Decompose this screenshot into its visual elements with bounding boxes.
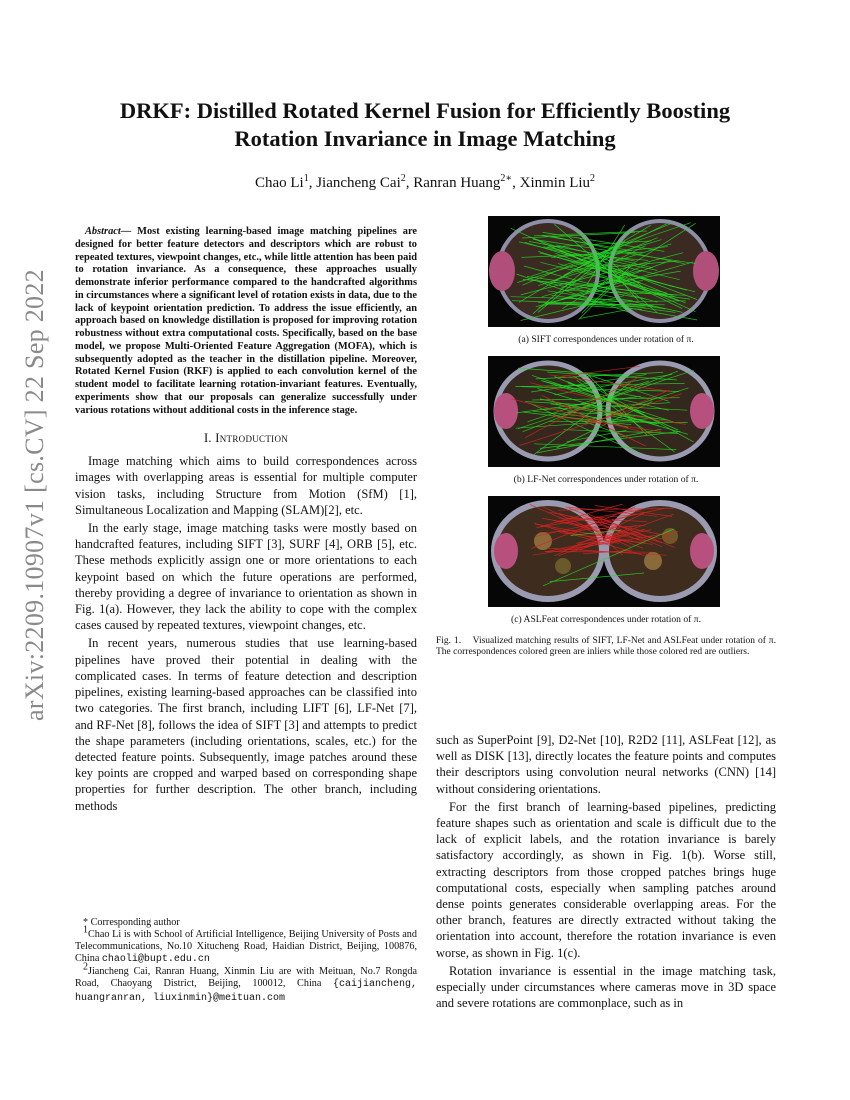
email: {caijiancheng, huangranran, liuxinmin}@meituan.com <box>75 979 417 1004</box>
paragraph: such as SuperPoint [9], D2-Net [10], R2D2 [11], ASLFeat [12], as well as DISK [13], directly locates the feature points and computes their descriptors using convolution neural networks (CNN) [14] without considering orientations. <box>436 733 776 796</box>
aslfeat-matching-image <box>488 496 720 607</box>
right-column <box>436 216 776 659</box>
title-line-2: Rotation Invariance in Image Matching <box>234 126 616 151</box>
author-affiliation: 2 <box>400 173 406 184</box>
abstract-label: Abstract <box>85 226 121 237</box>
figure-caption-text: Visualized matching results of SIFT, LF-Net and ASLFeat under rotation of π. The correspondences colored green are inliers while those colored red are outliers. <box>436 636 776 658</box>
arxiv-stamp <box>14 269 56 721</box>
left-column <box>75 226 417 816</box>
email: chaoli@bupt.edu.cn <box>101 954 210 966</box>
author-affiliation: 2∗ <box>500 173 513 184</box>
author-name: Xinmin Liu <box>519 175 591 191</box>
author-affiliation: 1 <box>303 173 309 184</box>
subcaption-a: (a) SIFT correspondences under rotation of π. <box>518 334 694 345</box>
figure-panel-aslfeat <box>488 496 720 607</box>
paragraph: Image matching which aims to build correspondences across images with overlapping areas is essential for multiple computer vision tasks, including Structure from Motion (SfM) [1], Simultaneous Localization and Mapping (SLAM)[2], etc. <box>75 454 417 517</box>
figure-panel-sift <box>488 216 720 327</box>
paragraph: Rotation invariance is essential in the image matching task, especially under circumstances where cameras move in 3D space and severe rotations are commonplace, such as in <box>436 963 776 1011</box>
paper-title <box>80 97 770 153</box>
footnote-1: $^1$Chao Li is with School of Artificial Intelligence, Beijing University of Posts and Telecommunications, No.10 Xitucheng Road, Haidian District, Beijing, 100876, China chaoli@bupt.edu.cn <box>75 924 417 966</box>
author-name: Chao Li <box>254 175 304 191</box>
right-column-text <box>436 732 776 1013</box>
author-list: Chao Li$^1$, Jiancheng Cai$^2$, Ranran Huang$^{2∗}$, Xinmin Liu$^2$ <box>254 173 596 191</box>
figure-caption <box>436 636 776 659</box>
lfnet-matching-image <box>488 356 720 467</box>
footnote-corresponding: * Corresponding author <box>83 917 180 928</box>
footnotes <box>75 917 417 1005</box>
paragraph: For the first branch of learning-based pipelines, predicting feature shapes such as orientation and scale is difficult due to the lack of explicit labels, and the rotation invariance is barely satisfactory accordingly, as shown in Fig. 1(b). Worse still, extracting descriptors from those cropped patches brings huge computational costs, especially when sampling patches around dense points generates considerable overlapping areas. For the other branch, features are directly extracted without taking the orientation into account, therefore the rotation invariance is even worse, as shown in Fig. 1(c). <box>436 799 776 960</box>
subcaption-c: (c) ASLFeat correspondences under rotation of π. <box>511 614 701 625</box>
footnote-2: $^2$Jiancheng Cai, Ranran Huang, Xinmin Liu are with Meituan, No.7 Rongda Road, Chaoyang District, Beijing, 100012, China {caijiancheng, huangranran, liuxinmin}@meituan.com <box>75 961 417 1004</box>
author-affiliation: 2 <box>590 173 596 184</box>
subcaption-b: (b) LF-Net correspondences under rotation of π. <box>513 474 699 485</box>
abstract-text: Most existing learning-based image matching pipelines are designed for better feature detectors and descriptors which are robust to repeated textures, viewpoint changes, etc., while little attention has been paid to rotation invariance. As a consequence, these approaches usually demonstrate inferior performance compared to the handcrafted algorithms in circumstances where a significant level of rotation exists in data, due to the lack of keypoint orientation prediction. To address the issue efficiently, an approach based on knowledge distillation is proposed for improving rotation robustness without extra computational costs. Specifically, based on the base model, we propose Multi-Oriented Feature Aggregation (MOFA), which is subsequently adopted as the teacher in the distillation pipeline. Moreover, Rotated Kernel Fusion (RKF) is applied to each convolution kernel of the student model to facilitate learning rotation-invariant features. Eventually, experiments show that our proposals can generalize successfully under various rotations without additional costs in the inference stage. <box>75 226 417 416</box>
abstract: Abstract— Most existing learning-based image matching pipelines are designed for better feature detectors and descriptors which are robust to repeated textures, viewpoint changes, etc., while little attention has been paid to rotation invariance. As a consequence, these approaches usually demonstrate inferior performance compared to the handcrafted algorithms in circumstances where a significant level of rotation exists in data, due to the lack of keypoint orientation prediction. To address the issue efficiently, an approach based on knowledge distillation is proposed for improving rotation robustness without extra computational costs. Specifically, based on the base model, we propose Multi-Oriented Feature Aggregation (MOFA), which is subsequently adopted as the teacher in the distillation pipeline. Moreover, Rotated Kernel Fusion (RKF) is applied to each convolution kernel of the student model to facilitate learning rotation-invariant features. Eventually, experiments show that our proposals can generalize successfully under various rotations without additional costs in the inference stage. <box>75 226 417 416</box>
title-line-1: DRKF: Distilled Rotated Kernel Fusion for Efficiently Boosting <box>119 98 731 123</box>
arxiv-id: arXiv:2209.10907v1 [cs.CV] 22 Sep 2022 <box>20 269 49 721</box>
paragraph: In the early stage, image matching tasks were mostly based on handcrafted features, including SIFT [3], SURF [4], ORB [5], etc. These methods explicitly assign one or more orientations to each keypoint based on which the future operations are performed, thereby providing a degree of invariance to orientation as shown in Fig. 1(a). However, they lack the ability to cope with the complex cases caused by repeated textures, viewpoint changes, etc. <box>75 521 417 633</box>
author-name: Ranran Huang <box>413 175 501 191</box>
paragraph: In recent years, numerous studies that use learning-based pipelines have proved their potential in dealing with the complicated cases. In terms of feature detection and description pipelines, existing learning-based approaches can be classified into two categories. The first branch, including LIFT [6], LF-Net [7], and RF-Net [8], follows the idea of SIFT [3] and attempts to predict the shape parameters (including orientations, scales, etc.) for the detected feature points. Subsequently, image patches around these key points are cropped and warped based on corresponding shape properties for further description. The other branch, including methods <box>75 636 417 813</box>
author-name: Jiancheng Cai <box>316 175 401 191</box>
figure-label: Fig. 1. <box>436 636 462 646</box>
section-heading: I. Introduction <box>203 431 289 446</box>
section-title: Introduction <box>215 431 289 446</box>
sift-matching-image <box>488 216 720 327</box>
figure-panel-lfnet <box>488 356 720 467</box>
